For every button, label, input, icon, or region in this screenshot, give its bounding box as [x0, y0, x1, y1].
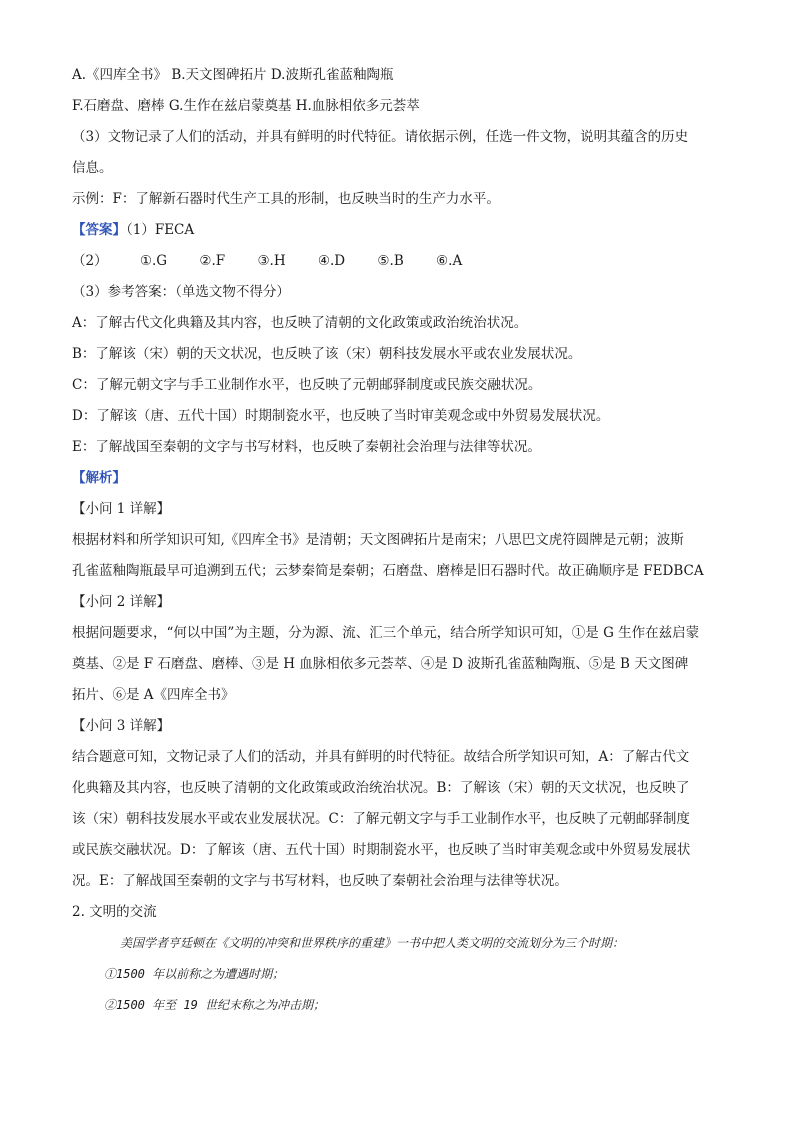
- answer-e-line: E：了解战国至秦朝的文字与书写材料，也反映了秦朝社会治理与法律等状况。: [72, 439, 541, 455]
- analysis-1-line-1: 根据材料和所学知识可知,《四库全书》是清朝；天文图碑拓片是南宋；八思巴文虎符圆牌是元朝；波斯: [72, 532, 684, 548]
- answer-c-line: C：了解元朝文字与手工业制作水平，也反映了元朝邮驿制度或民族交融状况。: [72, 377, 542, 393]
- answer-2-line: [72, 246, 722, 277]
- sub-question-2-heading: 【小问 2 详解】: [72, 594, 171, 610]
- analysis-3-line-3: 该（宋）朝科技发展水平或农业发展状况。C：了解元朝文字与手工业制作水平，也反映了元朝邮驿制度: [72, 811, 690, 827]
- analysis-3-line-5: 况。E：了解战国至秦朝的文字与书写材料，也反映了秦朝社会治理与法律等状况。: [72, 873, 568, 889]
- answer-1: （1）FECA: [126, 222, 195, 238]
- answer-2-item: ⑥.A: [436, 253, 463, 269]
- answer-line: [72, 215, 722, 246]
- analysis-2-line-2: 奠基、②是 F 石磨盘、磨棒、③是 H 血脉相依多元荟萃、④是 D 波斯孔雀蓝釉陶瓶、⑤是 B 天文图碑: [72, 656, 689, 672]
- question-3-line-2: 信息。: [72, 160, 113, 176]
- analysis-3-line-4: 或民族交融状况。D：了解该（唐、五代十国）时期制瓷水平，也反映了当时审美观念或中外贸易发展状: [72, 842, 691, 858]
- analysis-tag: 【解析】: [72, 470, 126, 486]
- sub-question-1-heading: 【小问 1 详解】: [72, 501, 171, 517]
- answer-a-line: A：了解古代文化典籍及其内容，也反映了清朝的文化政策或政治统治状况。: [72, 315, 528, 331]
- quote-line-1: 美国学者亨廷顿在《文明的冲突和世界秩序的重建》一书中把人类文明的交流划分为三个时期：: [120, 936, 625, 950]
- answer-d-line: D：了解该（唐、五代十国）时期制瓷水平，也反映了当时审美观念或中外贸易发展状况。: [72, 408, 610, 424]
- example-line: 示例：F：了解新石器时代生产工具的形制，也反映当时的生产力水平。: [72, 191, 500, 207]
- answer-2-item: ②.F: [199, 253, 226, 269]
- quote-line-2: ①1500 年以前称之为遭遇时期；: [104, 967, 285, 981]
- question-2-title: 2. 文明的交流: [72, 904, 157, 920]
- question-3-line-1: （3）文物记录了人们的活动，并具有鲜明的时代特征。请依据示例，任选一件文物，说明其蕴含的历史: [72, 129, 689, 145]
- answer-2-item: ④.D: [317, 253, 346, 269]
- answer-tag: 【答案】: [72, 222, 126, 238]
- analysis-3-line-2: 化典籍及其内容，也反映了清朝的文化政策或政治统治状况。B：了解该（宋）朝的天文状况，也反映了: [72, 780, 690, 796]
- sub-question-3-heading: 【小问 3 详解】: [72, 718, 171, 734]
- answer-2-label: （2）: [72, 253, 108, 269]
- options-line-1: A.《四库全书》 B.天文图碑拓片 D.波斯孔雀蓝釉陶瓶: [72, 67, 394, 83]
- answer-b-line: B：了解该（宋）朝的天文状况，也反映了该（宋）朝科技发展水平或农业发展状况。: [72, 346, 582, 362]
- analysis-2-line-3: 拓片、⑥是 A《四库全书》: [72, 687, 235, 703]
- analysis-1-line-2: 孔雀蓝釉陶瓶最早可追溯到五代；云梦秦简是秦朝；石磨盘、磨棒是旧石器时代。故正确顺序是 FEDBCA: [72, 563, 704, 579]
- answer-3-line: （3）参考答案：（单选文物不得分）: [72, 284, 290, 300]
- quote-line-3: ②1500 年至 19 世纪末称之为冲击期；: [104, 998, 326, 1012]
- analysis-2-line-1: 根据问题要求，“何以中国”为主题，分为源、流、汇三个单元，结合所学知识可知，①是 G 生作在兹启蒙: [72, 625, 700, 641]
- options-line-2: F.石磨盘、磨棒 G.生作在兹启蒙奠基 H.血脉相依多元荟萃: [72, 98, 420, 114]
- document-page: [72, 60, 722, 1021]
- answer-2-item: ③.H: [257, 253, 286, 269]
- analysis-3-line-1: 结合题意可知，文物记录了人们的活动，并具有鲜明的时代特征。故结合所学知识可知，A：了解古代文: [72, 749, 690, 765]
- answer-2-item: ⑤.B: [377, 253, 404, 269]
- answer-2-item: ①.G: [139, 253, 168, 269]
